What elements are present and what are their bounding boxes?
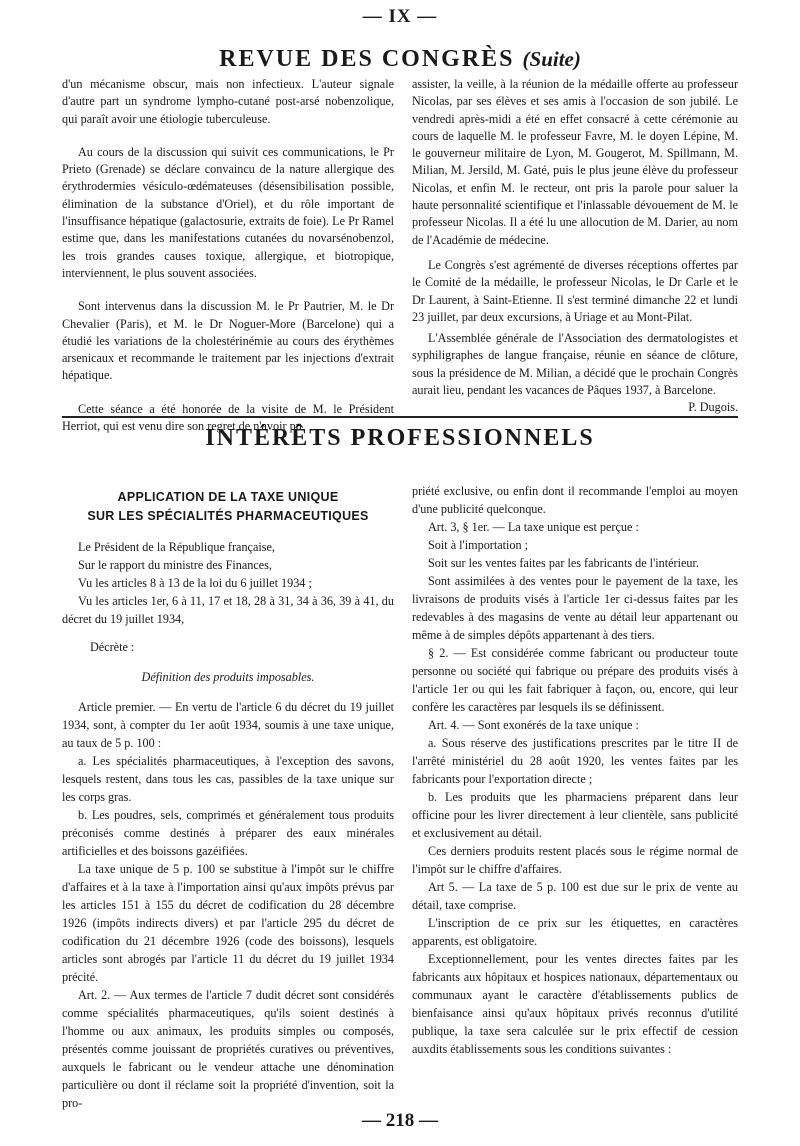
section-title-interets: INTÉRÊTS PROFESSIONNELS — [205, 425, 595, 451]
decree-paragraph: Art. 3, § 1er. — La taxe unique est perçue : — [428, 520, 639, 534]
divider — [62, 416, 738, 418]
decree-paragraph: Soit à l'importation ; — [428, 538, 529, 552]
decree-paragraph: La taxe unique de 5 p. 100 se substitue à l'impôt sur le chiffre d'affaires et à la taxe à l'importation ainsi qu'aux impôts prévus par les articles 151 à 155 du décret de codification du 28 décembre 1926 (impôts indirects divers) et par l'article 295 du décret de codification du 21 décembre 1926 (code des boissons), lesquels articles sont abrogés par l'article 11 du décret du 19 juillet 1934 précité. — [62, 862, 394, 984]
preamble-line: Vu les articles 8 à 13 de la loi du 6 juillet 1934 ; — [78, 576, 312, 590]
decree-paragraph: b. Les produits que les pharmaciens préparent dans leur officine pour les livrer directement à leur clientèle, sans publicité et exclusivement au détail. — [412, 790, 738, 840]
preamble-line: Sur le rapport du ministre des Finances, — [78, 558, 272, 572]
preamble-line: Le Président de la République française, — [78, 540, 275, 554]
section-title-revue — [0, 46, 800, 73]
section-title-text: REVUE DES CONGRÈS — [219, 46, 515, 72]
signature: P. Dugois. — [688, 400, 738, 415]
article-title-line: SUR LES SPÉCIALITÉS PHARMACEUTIQUES — [87, 509, 369, 523]
decree-paragraph: Article premier. — En vertu de l'article 6 du décret du 19 juillet 1934, sont, à compter du 1er août 1934, soumis à une taxe unique, au taux de 5 p. 100 : — [62, 700, 394, 750]
revue-paragraph: L'Assemblée générale de l'Association des dermatologistes et syphiligraphes de langue française, réunie en séance de clôture, sous la présidence de M. Milian, a décidé que le prochain Congrès aurait lieu, pendant les vacances de Pâques 1937, à Barcelone. — [412, 331, 738, 398]
decree-paragraph: Art. 4. — Sont exonérés de la taxe unique : — [428, 718, 639, 732]
decree-paragraph: Art. 2. — Aux termes de l'article 7 dudit décret sont considérés comme spécialités pharmaceutiques, qu'ils soient destinés à l'homme ou aux animaux, les produits simples ou composés, présentés comme jouissant de propriétés curatives ou préventives, auxquels le fabricant ou le vendeur attache une dénomination particulière ou dont il réclame soit la propriété d'invention, soit la pro- — [62, 988, 394, 1110]
section-heading: Définition des produits imposables. — [141, 670, 315, 684]
decree-paragraph: b. Les poudres, sels, comprimés et généralement tous produits préconisés comme destinés à préparer des eaux minérales artificielles et des boissons gazéifiées. — [62, 808, 394, 858]
roman-page-number: — IX — — [362, 6, 438, 27]
decrete: Décrète : — [90, 640, 135, 654]
page-number: — 218 — — [362, 1110, 438, 1131]
interets-right-column — [412, 482, 738, 1058]
decree-paragraph: priété exclusive, ou enfin dont il recommande l'emploi au moyen d'une publicité quelconque. — [412, 484, 738, 516]
revue-paragraph: Sont intervenus dans la discussion M. le Pr Pautrier, M. le Dr Chevalier (Paris), et M. le Dr Noguer-More (Barcelone) qui a étudié les variations de la cholestérinémie au cours des érythèmes arsenicaux et recommande le traitement par les injections d'extrait hépatique. — [62, 299, 394, 383]
decree-paragraph: Exceptionnellement, pour les ventes directes faites par les fabricants aux hôpitaux et hospices nationaux, départementaux ou communaux ayant le caractère d'établissements publics de bienfaisance ainsi qu'aux hôpitaux privés reconnus d'utilité publique, la taxe sera calculée sur le prix effectif de cession auxdits établissements sous les conditions suivantes : — [412, 952, 738, 1056]
revue-paragraph: d'un mécanisme obscur, mais non infectieux. L'auteur signale d'autre part un syndrome lympho-cutané post-arsé nobenzolique, qui paraît avoir une étiologie tuberculeuse. — [62, 77, 394, 126]
decree-paragraph: a. Sous réserve des justifications prescrites par le titre II de l'arrêté ministériel du 28 août 1920, les ventes faites par les fabricants pour l'exportation directe ; — [412, 736, 738, 786]
revue-paragraph: Au cours de la discussion qui suivit ces communications, le Pr Prieto (Grenade) se déclare convaincu de la nature allergique des érythrodermies vésiculo-œdémateuses (désensibilisation possible, élimination de la substance d'Oriel), et du rôle important de l'insuffisance hépatique (galactosurie, extraits de foie). Le Pr Ramel estime que, dans les manifestations cutanées du novarsénobenzol, les trois grandes causes toxique, allergique, et biotropique, interviennent, le plus souvent associées. — [62, 144, 394, 280]
section-title-suffix: (Suite) — [522, 47, 581, 71]
preamble-line: Vu les articles 1er, 6 à 11, 17 et 18, 28 à 31, 34 à 36, 39 à 41, du décret du 19 juillet 1934, — [62, 594, 394, 626]
decree-paragraph: L'inscription de ce prix sur les étiquettes, en caractères apparents, est obligatoire. — [412, 916, 738, 948]
article-title-line: APPLICATION DE LA TAXE UNIQUE — [117, 490, 339, 504]
decree-paragraph: § 2. — Est considérée comme fabricant ou producteur toute personne ou société qui fabrique ou prépare des produits visés à l'article 1er ou qui les fait fabriquer à façon, ou, encore, qui leur confère les caractères par lesquels ils se définissent. — [412, 646, 738, 714]
decree-paragraph: Soit sur les ventes faites par les fabricants de l'intérieur. — [428, 556, 699, 570]
decree-paragraph: Art 5. — La taxe de 5 p. 100 est due sur le prix de vente au détail, taxe comprise. — [412, 880, 738, 912]
revue-paragraph: assister, la veille, à la réunion de la médaille offerte au professeur Nicolas, par ses élèves et ses amis à l'occasion de son jubilé. Le vendredi après-midi a été en effet consacré à cette cérémonie au cours de laquelle M. le professeur Favre, M. le doyen Lépine, M. le gouverneur militaire de Lyon, M. Gougerot, M. Spillmann, M. Milian, M. Jersild, M. Gaté, puis le plus jeune élève du professeur Nicolas, et enfin M. le recteur, ont pris la parole pour saluer la haute personnalité scientifique et l'inlassable dévouement de M. le professeur Nicolas. Il a été lu une allocution de M. Darier, au nom de l'Académie de médecine. — [412, 77, 738, 247]
decree-paragraph: Ces derniers produits restent placés sous le régime normal de l'impôt sur le chiffre d'affaires. — [412, 844, 738, 876]
revue-left-column — [62, 76, 394, 435]
interets-left-column — [62, 488, 394, 1112]
decree-paragraph: a. Les spécialités pharmaceutiques, à l'exception des savons, lesquels restent, dans tous les cas, passibles de la taxe unique sur les corps gras. — [62, 754, 394, 804]
revue-paragraph: Cette séance a été honorée de la visite de M. le Président Herriot, qui est venu dire son regret de n'avoir pu — [62, 401, 394, 434]
decree-paragraph: Sont assimilées à des ventes pour le payement de la taxe, les livraisons de produits visés à l'article 1er ci-dessus faites par les redevables à des magasins de vente au détail leur appartenant ou même à de simples dépôts appartenant à des tiers. — [412, 574, 738, 642]
revue-right-column — [412, 76, 738, 417]
revue-paragraph: Le Congrès s'est agrémenté de diverses réceptions offertes par le Comité de la médaille, le professeur Nicolas, le Dr Carle et le Dr Laurent, à Saint-Etienne. Il s'est terminé dimanche 22 et lundi 23 juillet, par deux excursions, à Uriage et au Mont-Pilat. — [412, 257, 738, 324]
